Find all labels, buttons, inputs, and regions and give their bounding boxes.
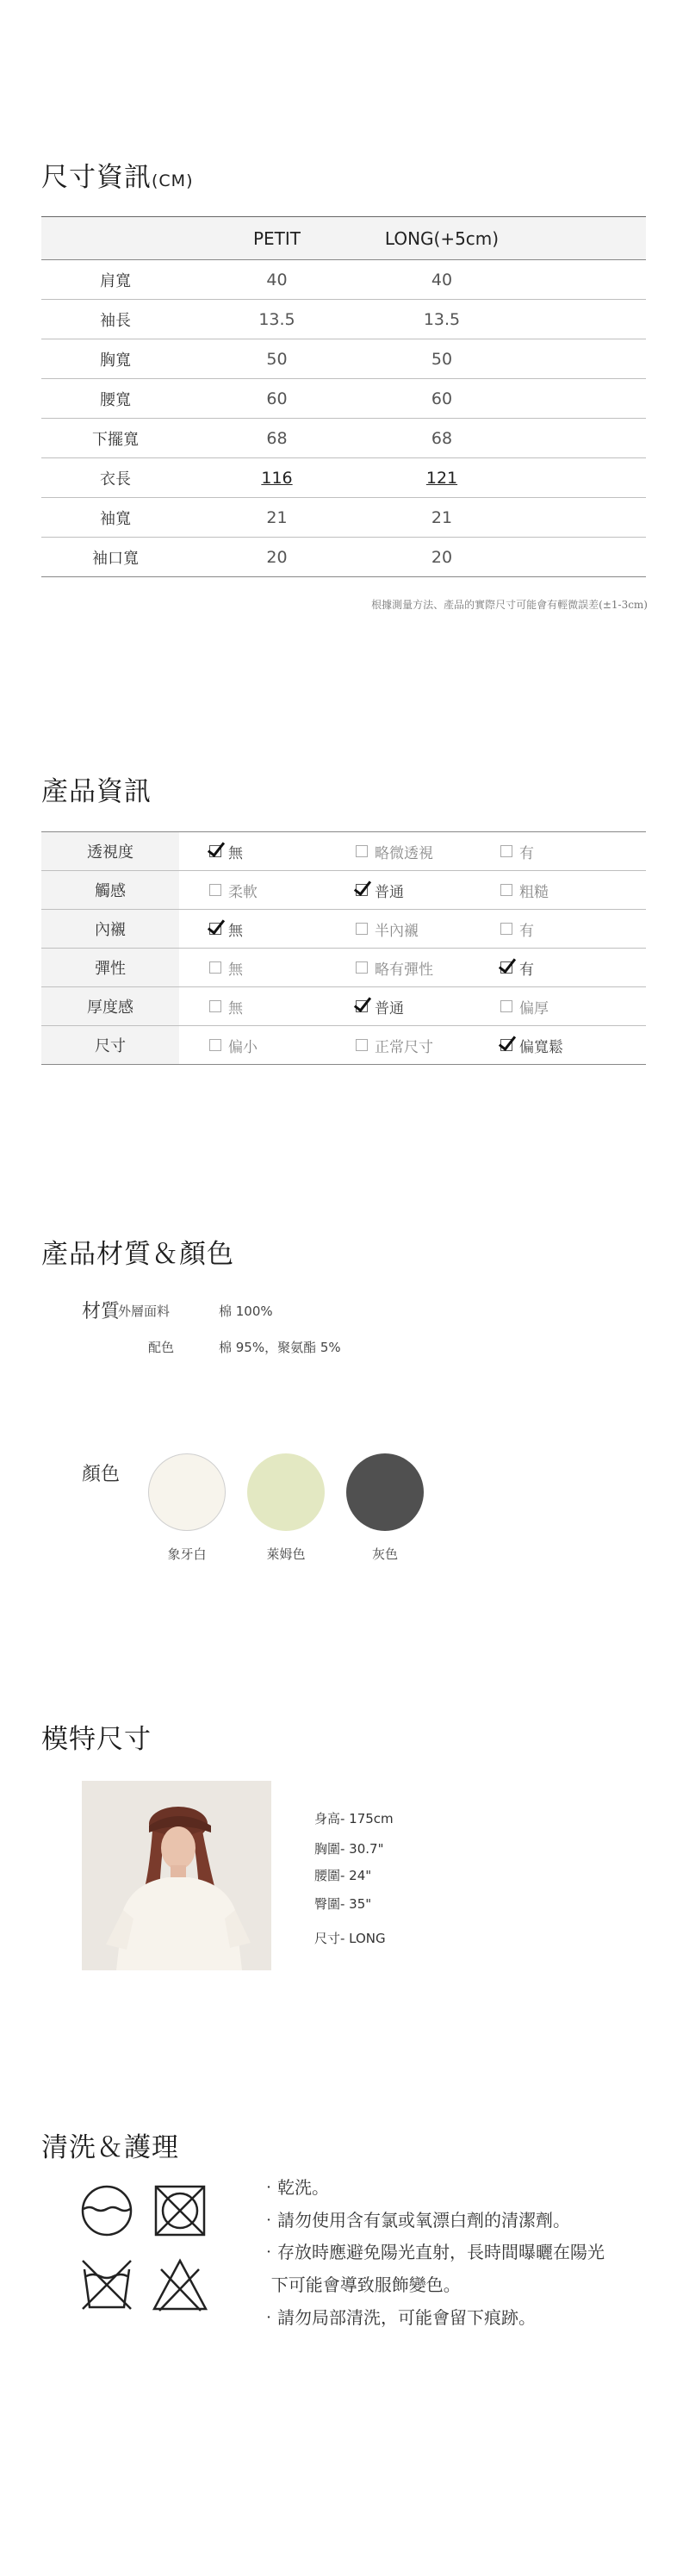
row-label: 肩寬 xyxy=(100,271,131,290)
table-row xyxy=(41,339,646,379)
checkbox-icon xyxy=(356,961,368,974)
model-photo xyxy=(82,1781,271,1970)
option-unchecked xyxy=(500,880,549,901)
info-row-label: 內襯 xyxy=(41,910,179,948)
row-label: 袖長 xyxy=(100,311,131,330)
option-label: 普通 xyxy=(375,883,404,901)
checkbox-icon xyxy=(356,923,368,935)
care-section-title: 清洗＆護理 xyxy=(41,2132,179,2163)
option-unchecked xyxy=(356,841,433,862)
checkbox-icon xyxy=(500,845,512,857)
do-not-bleach-wash-icon xyxy=(152,2183,208,2242)
option-label: 偏寬鬆 xyxy=(519,1038,563,1056)
table-row xyxy=(41,379,646,419)
trim-value: 棉 95%，聚氨酯 5% xyxy=(219,1340,341,1355)
checked-box-icon xyxy=(209,923,221,935)
option-unchecked xyxy=(209,957,243,979)
model-height: 身高- 175cm xyxy=(314,1811,394,1826)
info-row-label: 彈性 xyxy=(41,949,179,986)
header-long: LONG(+5cm) xyxy=(384,227,500,249)
option-label: 無 xyxy=(228,844,243,862)
option-label: 無 xyxy=(228,961,243,979)
option-label: 略有彈性 xyxy=(375,961,433,979)
size-table xyxy=(41,216,646,577)
petit-value: 116 xyxy=(261,468,293,488)
info-table xyxy=(41,831,646,1065)
long-value: 20 xyxy=(431,547,453,567)
size-table-header xyxy=(41,216,646,260)
info-row-label: 尺寸 xyxy=(41,1026,179,1064)
size-section-title: 尺寸資訊(CM) xyxy=(41,162,194,193)
option-label: 偏厚 xyxy=(519,999,549,1017)
table-row xyxy=(41,538,646,577)
option-unchecked xyxy=(209,1035,258,1056)
care-line-1: ‧乾洗。 xyxy=(260,2177,329,2198)
option-checked xyxy=(209,841,243,862)
option-label: 偏小 xyxy=(228,1038,258,1056)
option-label: 有 xyxy=(519,922,534,940)
option-checked xyxy=(356,880,404,901)
info-row xyxy=(41,949,646,987)
checkbox-icon xyxy=(209,884,221,896)
checkbox-icon xyxy=(209,1000,221,1012)
checkbox-icon xyxy=(356,1039,368,1051)
care-line-5: ‧請勿局部清洗，可能會留下痕跡。 xyxy=(260,2307,536,2328)
color-name-gray: 灰色 xyxy=(371,1546,398,1562)
row-label: 袖口寬 xyxy=(92,549,139,568)
trim-label: 配色 xyxy=(148,1340,175,1355)
info-section-title: 產品資訊 xyxy=(41,776,152,807)
measurement-note: 根據測量方法、產品的實際尺寸可能會有輕微誤差(±1-3cm) xyxy=(371,599,648,611)
table-row xyxy=(41,458,646,498)
option-label: 正常尺寸 xyxy=(375,1038,433,1056)
color-name-ivory: 象牙白 xyxy=(167,1546,207,1562)
petit-value: 60 xyxy=(266,389,288,408)
option-label: 柔軟 xyxy=(228,883,258,901)
option-label: 略微透視 xyxy=(375,844,433,862)
info-row xyxy=(41,1026,646,1065)
row-label: 胸寬 xyxy=(100,351,131,370)
table-row xyxy=(41,300,646,339)
material-label: 材質 xyxy=(82,1301,121,1322)
long-value: 40 xyxy=(431,270,453,289)
long-value: 121 xyxy=(425,468,458,488)
info-row xyxy=(41,832,646,871)
checked-box-icon xyxy=(356,884,368,896)
option-unchecked xyxy=(356,1035,433,1056)
color-name-lime: 萊姆色 xyxy=(266,1546,306,1562)
option-unchecked xyxy=(356,918,419,940)
checked-box-icon xyxy=(500,1039,512,1051)
petit-value: 13.5 xyxy=(258,309,295,329)
option-unchecked xyxy=(209,880,258,901)
long-value: 21 xyxy=(431,507,453,527)
option-unchecked xyxy=(500,918,534,940)
color-label: 顏色 xyxy=(82,1464,121,1485)
option-unchecked xyxy=(209,996,243,1017)
outer-fabric-label: 外層面料 xyxy=(118,1304,171,1319)
model-hip: 臀圍- 35" xyxy=(314,1896,372,1912)
row-label: 衣長 xyxy=(100,470,131,488)
swatch-gray xyxy=(346,1453,424,1531)
care-line-2: ‧請勿使用含有氯或氧漂白劑的清潔劑。 xyxy=(260,2210,570,2231)
info-row-label: 觸感 xyxy=(41,871,179,909)
option-label: 有 xyxy=(519,961,534,979)
info-row-label: 厚度感 xyxy=(41,987,179,1025)
row-label: 腰寬 xyxy=(100,390,131,409)
option-unchecked xyxy=(500,841,534,862)
option-checked xyxy=(356,996,404,1017)
swatch-ivory xyxy=(148,1453,226,1531)
row-label: 下擺寬 xyxy=(92,430,139,449)
long-value: 50 xyxy=(431,349,453,369)
checked-box-icon xyxy=(209,845,221,857)
outer-fabric-value: 棉 100% xyxy=(219,1304,273,1319)
long-value: 13.5 xyxy=(423,309,461,329)
option-unchecked xyxy=(500,996,549,1017)
option-label: 普通 xyxy=(375,999,404,1017)
info-row xyxy=(41,987,646,1026)
petit-value: 20 xyxy=(266,547,288,567)
info-row xyxy=(41,871,646,910)
petit-value: 40 xyxy=(266,270,288,289)
option-label: 無 xyxy=(228,999,243,1017)
care-line-3: ‧存放時應避免陽光直射，長時間曝曬在陽光 xyxy=(260,2242,605,2262)
option-checked xyxy=(500,957,534,979)
row-label: 袖寬 xyxy=(100,509,131,528)
checkbox-icon xyxy=(209,961,221,974)
long-value: 60 xyxy=(431,389,453,408)
info-row-label: 透視度 xyxy=(41,832,179,870)
dry-clean-icon xyxy=(79,2183,134,2242)
swatch-lime xyxy=(247,1453,325,1531)
checkbox-icon xyxy=(500,884,512,896)
checkbox-icon xyxy=(500,923,512,935)
checkbox-icon xyxy=(356,845,368,857)
option-unchecked xyxy=(356,957,433,979)
info-row xyxy=(41,910,646,949)
option-label: 半內襯 xyxy=(375,922,419,940)
model-waist: 腰圍- 24" xyxy=(314,1868,372,1883)
model-chest: 胸圍- 30.7" xyxy=(314,1841,384,1857)
option-label: 無 xyxy=(228,922,243,940)
model-section-title: 模特尺寸 xyxy=(41,1724,152,1755)
do-not-tumble-dry-icon xyxy=(79,2257,134,2316)
checkbox-icon xyxy=(209,1039,221,1051)
checked-box-icon xyxy=(500,961,512,974)
checked-box-icon xyxy=(356,1000,368,1012)
option-label: 有 xyxy=(519,844,534,862)
option-label: 粗糙 xyxy=(519,883,549,901)
option-checked xyxy=(209,918,243,940)
petit-value: 21 xyxy=(266,507,288,527)
material-section-title: 產品材質＆顏色 xyxy=(41,1239,234,1270)
table-row xyxy=(41,498,646,538)
petit-value: 50 xyxy=(266,349,288,369)
option-checked xyxy=(500,1035,563,1056)
long-value: 68 xyxy=(431,428,453,448)
checkbox-icon xyxy=(500,1000,512,1012)
table-row xyxy=(41,260,646,300)
table-row xyxy=(41,419,646,458)
petit-value: 68 xyxy=(266,428,288,448)
care-line-4: 下可能會導致服飾變色。 xyxy=(260,2274,461,2295)
do-not-bleach-icon xyxy=(152,2257,208,2316)
header-petit: PETIT xyxy=(252,227,301,249)
model-size: 尺寸- LONG xyxy=(314,1931,386,1946)
